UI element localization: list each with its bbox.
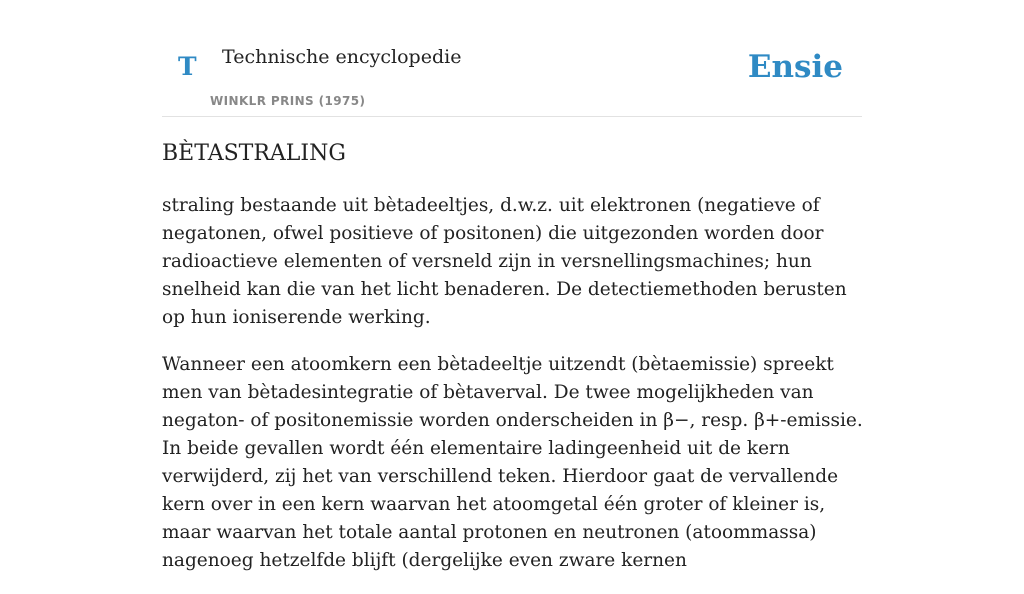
book-source: WINKLR PRINS (1975) [210,94,366,108]
book-header [162,0,862,117]
article-body [162,192,868,594]
article-paragraph: straling bestaande uit bètadeeltjes, d.w.z. uit elektronen (negatieve of negatonen, ofwel positieve of positonen) die uitgezonden worden door radioactieve elementen of versneld zijn in versnellingsmachines; hun snelheid kan die van het licht benaderen. De detectiemethoden berusten op hun ioniserende werking. [162,195,847,328]
article-title: BÈTASTRALING [162,141,346,166]
article-paragraph: Wanneer een atoomkern een bètadeeltje uitzendt (bètaemissie) spreekt men van bètadesintegratie of bètaverval. De twee mogelijkheden van negaton- of positonemissie worden onderscheiden in β−, resp. β+-emissie. In beide gevallen wordt één elementaire ladingeenheid uit de kern verwijderd, zij het van verschillend teken. Hierdoor gaat de vervallende kern over in een kern waarvan het atoomgetal één groter of kleiner is, maar waarvan het totale aantal protonen en neutronen (atoommassa) nagenoeg hetzelfde blijft (dergelijke even zware kernen [162,354,863,571]
book-logo-icon[interactable]: T [178,52,197,81]
book-title-link[interactable]: Technische encyclopedie [222,46,462,68]
ensie-logo-link[interactable]: Ensie [747,49,843,85]
